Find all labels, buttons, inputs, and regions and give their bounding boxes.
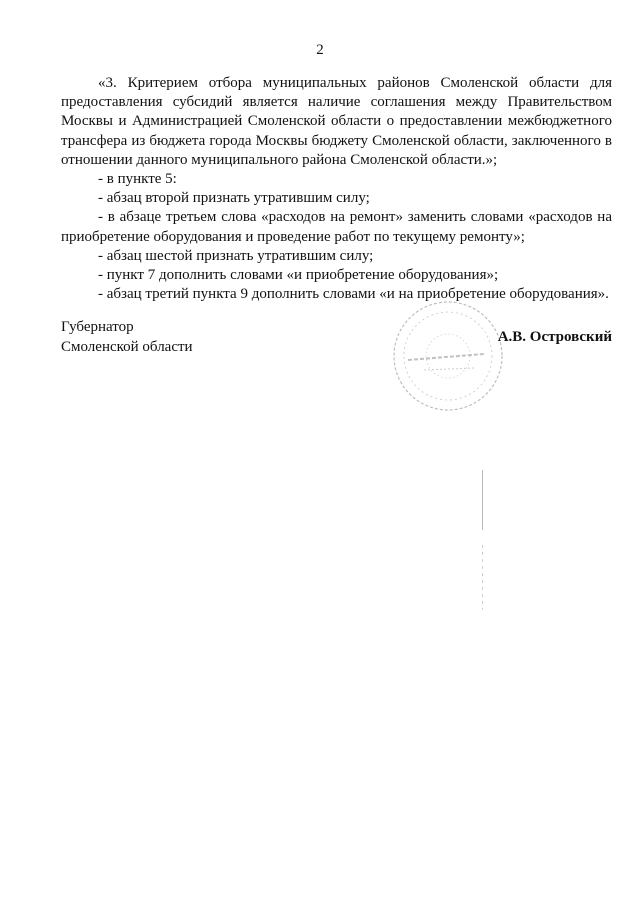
- signer-position: [61, 318, 193, 357]
- paragraph-criterion: «3. Критерием отбора муниципальных районов Смоленской области для предоставления субсидий является наличие соглашения между Правительством Москвы и Администрацией Смоленской области о предоставлении межбюджетного трансфера из бюджета города Москвы бюджету Смоленской области, заключенного в отношении данного муниципального района Смоленской области.»;: [61, 75, 612, 168]
- paragraph-item-9: - абзац третий пункта 9 дополнить словами «и на приобретение оборудования».: [98, 286, 609, 303]
- signature-block: [61, 318, 612, 378]
- scan-artifact-line: [481, 470, 484, 610]
- paragraph-abzac-6: - абзац шестой признать утратившим силу;: [98, 247, 374, 264]
- paragraph-abzac-2: - абзац второй признать утратившим силу;: [98, 190, 370, 207]
- paragraph-item-5: - в пункте 5:: [98, 171, 177, 188]
- signer-name: А.В. Островский: [497, 329, 612, 345]
- page-number: 2: [316, 42, 324, 58]
- paragraph-item-7: - пункт 7 дополнить словами «и приобретение оборудования»;: [98, 267, 499, 284]
- signer-position-line-1: Губернатор: [61, 319, 134, 335]
- document-body: [61, 74, 612, 304]
- paragraph-abzac-3: - в абзаце третьем слова «расходов на ремонт» заменить словами «расходов на приобретение оборудования и проведение работ по текущему ремонту»;: [61, 209, 612, 245]
- signer-position-line-2: Смоленской области: [61, 338, 193, 355]
